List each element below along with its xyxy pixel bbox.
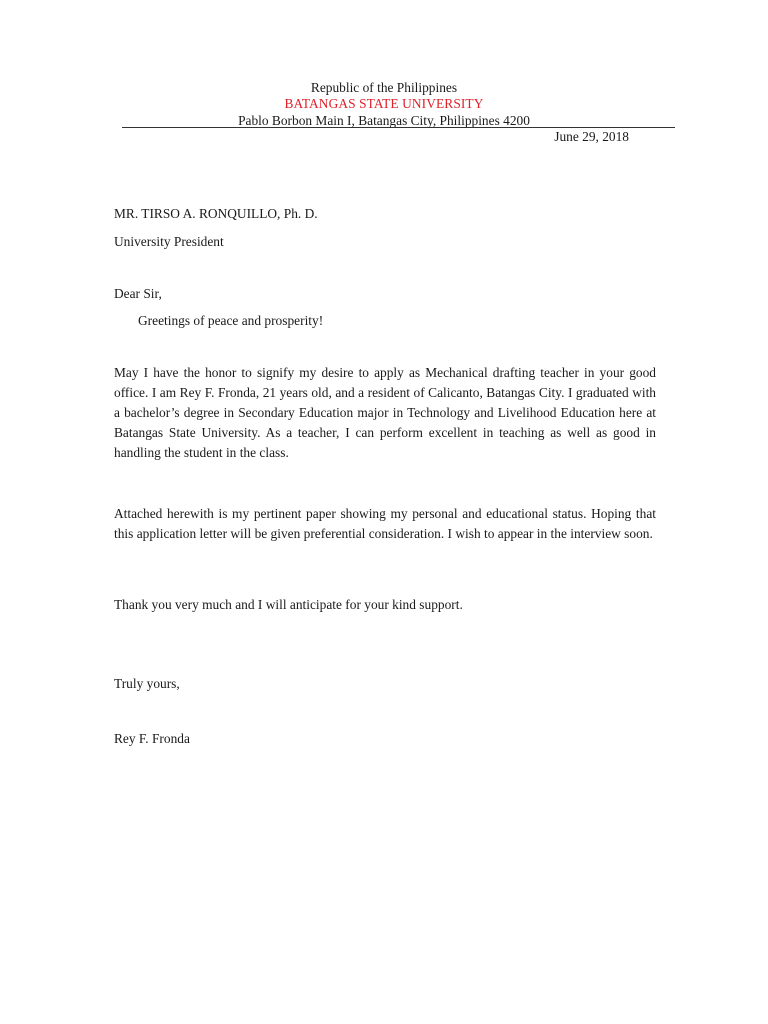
signature-name: Rey F. Fronda (114, 731, 190, 746)
letterhead-address: Pablo Borbon Main I, Batangas City, Philippines 4200 (238, 113, 530, 128)
body-paragraph: Thank you very much and I will anticipate for your kind support. (114, 597, 463, 612)
letterhead-university-name: BATANGAS STATE UNIVERSITY (284, 96, 484, 111)
recipient-title: University President (114, 234, 224, 249)
closing: Truly yours, (114, 676, 180, 691)
letterhead-republic: Republic of the Philippines (310, 80, 458, 95)
greeting: Greetings of peace and prosperity! (138, 313, 324, 328)
letter-date: June 29, 2018 (554, 129, 629, 144)
recipient-name: MR. TIRSO A. RONQUILLO, Ph. D. (114, 206, 318, 221)
body-paragraph: May I have the honor to signify my desire to apply as Mechanical drafting teacher in your good office. I am Rey F. Fronda, 21 years old, and a resident of Calicanto, Batangas City. I graduated with a bachelor’s degree in Secondary Education major in Technology and Livelihood Education here at Batangas State University. As a teacher, I can perform excellent in teaching as well as good in handling the student in the class. (114, 365, 656, 460)
salutation: Dear Sir, (114, 286, 162, 301)
body-paragraph: Attached herewith is my pertinent paper showing my personal and educational status. Hoping that this application letter will be given preferential consideration. I wish to appear in the interview soon. (114, 506, 656, 541)
